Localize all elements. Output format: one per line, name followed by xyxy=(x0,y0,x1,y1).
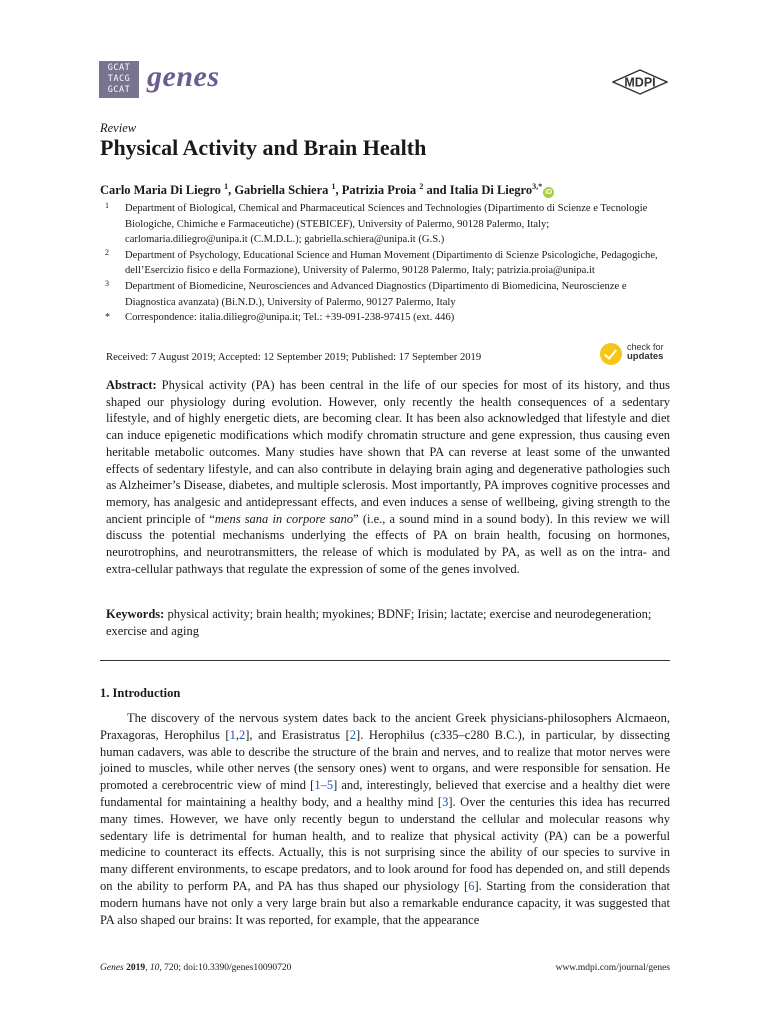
check-icon xyxy=(600,343,622,365)
correspondence-text[interactable]: Correspondence: italia.diliegro@unipa.it; Tel.: +39-091-238-97415 (ext. 446) xyxy=(125,312,455,324)
logo-line: GCAT xyxy=(107,85,131,95)
article-type: Review xyxy=(100,121,137,135)
footer-journal: Genes xyxy=(100,963,124,973)
affiliation-text: Department of Biological, Chemical and Pharmaceutical Sciences and Technologies (Dipartimento di Scienze e Tecnologie Biologiche, Chimiche e Farmaceutiche) (STEBICEF), University of Palermo, 90128 Palermo, Italy; carlomaria.diliegro@unipa.it (C.M.D.L.); gabriella.schiera@unipa.it (G.S.) xyxy=(125,203,648,246)
abstract-text: ” (i.e., a sound mind in a sound body). In this review we will discuss the potential mechanisms underlying the effects of PA on brain health, focusing on hormones, neurotrophins, and neurotransmitters, the release of which is modulated by PA, as well as on the intra- and extra-cellular pathways that regulate the expression of some of the genes involved. xyxy=(106,511,670,576)
author-name[interactable]: Carlo Maria Di Liegro xyxy=(100,183,221,197)
abstract-text: Physical activity (PA) has been central in the life of our species for most of its history, and thus shaped our physiology during evolution. However, only recently the health consequences of a sedentary lifestyle, and of highly energetic diets, are becoming clear. It has been also acknowledged that lifestyle and diet can induce epigenetic modifications which modify chromatin structure and gene expression, thus causing even heritable metabolic outcomes. Many studies have shown that PA can reverse at least some of the unwanted effects of sedentary lifestyle, and can also contribute in delaying brain aging and degenerative pathologies such as Alzheimer’s Disease, diabetes, and multiple sclerosis. Most importantly, PA improves cognitive processes and memory, has analgesic and antidepressant effects, and even induces a sense of wellbeing, giving strength to the ancient principle of “ xyxy=(106,378,671,526)
publication-dates: Received: 7 August 2019; Accepted: 12 September 2019; Published: 17 September 2019 xyxy=(106,352,482,363)
mdpi-logo-text: MDPI xyxy=(624,75,656,90)
citation-link[interactable]: 3 xyxy=(442,794,449,809)
logo-line: TACG xyxy=(107,74,131,84)
logo-line: GCAT xyxy=(107,63,131,73)
citation-link[interactable]: 6 xyxy=(468,878,475,893)
citation-link[interactable]: 2 xyxy=(238,727,246,742)
affiliation-text: Department of Biomedicine, Neurosciences and Advanced Diagnostics (Dipartimento di Biomedicina, Neuroscienze e Diagnostica avanzata) (Bi.N.D.), University of Palermo, 90127 Palermo, Italy xyxy=(125,280,627,308)
affiliation-number: 3 xyxy=(105,278,109,288)
affiliation-item xyxy=(100,201,670,248)
author-list: Carlo Maria Di Liegro $^1$, Gabriella Schiera $^1$, Patrizia Proia $^2$ and Italia Di Liegro$^{3,*}$iD xyxy=(100,182,553,197)
keywords-text: physical activity; brain health; myokines; BDNF; Irisin; lactate; exercise and neurodegeneration; exercise and aging xyxy=(106,607,652,638)
affiliation-marker: 1 xyxy=(331,182,336,191)
affiliations xyxy=(100,201,670,326)
author-name[interactable]: Patrizia Proia xyxy=(341,183,417,197)
abstract xyxy=(106,377,670,577)
footer-separator: , xyxy=(145,963,148,973)
affiliation-marker: 1 xyxy=(224,182,229,191)
body-text: ] and, interestingly, believed that exercise and a healthy diet were fundamental for maintaining a healthy body, and a healthy mind [ xyxy=(100,778,670,809)
body-text: , xyxy=(235,727,239,742)
keywords xyxy=(106,606,670,639)
keywords-label: Keywords: xyxy=(106,607,165,621)
check-updates-line1: check for xyxy=(627,342,664,352)
footer-doi: , 720; doi:10.3390/genes10090720 xyxy=(159,963,292,973)
footer-url[interactable]: www.mdpi.com/journal/genes xyxy=(555,963,670,973)
journal-name: genes xyxy=(147,60,220,93)
body-text: ]. Over the centuries this idea has recurred many times. However, we have only recently begun to understand the cellular and molecular reasons why sedentary life is detrimental for human health, and to realize that physical activity (PA) can be a powerful medicine to counteract its effects. Actually, this is not surprising since the ability of our species to survive in many different environments, to escape predators, and to look around for food has depended on, and still depends on the ability to perform PA, and PA has thus shaped our physiology [ xyxy=(100,794,670,893)
author-name[interactable]: Italia Di Liegro xyxy=(449,183,533,197)
affiliation-marker: 2 xyxy=(419,182,424,191)
body-text: ]. Herophilus (c335–c280 B.C.), in particular, by dissecting human cadavers, was able to describe the structure of the brain and nerves, and to realize that motor nerves were joined to muscles, while other nerves (the sensory ones) went to organs, and were responsible for sensation. He promoted a cerebrocentric view of mind [ xyxy=(100,727,670,793)
footer-volume: 10 xyxy=(149,963,160,973)
author-conjunction: and xyxy=(426,183,447,197)
abstract-label: Abstract: xyxy=(106,378,157,392)
abstract-latin-phrase: mens sana in corpore sano xyxy=(214,511,354,526)
affiliation-number: 1 xyxy=(105,201,109,210)
body-text: The discovery of the nervous system dates back to the ancient Greek physicians-philosophers Alcmaeon, Praxagoras, Herophilus [ xyxy=(100,711,670,742)
footer-citation xyxy=(100,963,291,973)
section-divider xyxy=(100,660,670,661)
body-text: ], and Erasistratus [ xyxy=(245,727,350,742)
mdpi-logo-mark xyxy=(612,69,668,95)
affiliation-item xyxy=(100,279,670,310)
section-heading: 1. Introduction xyxy=(100,686,181,700)
orcid-icon[interactable]: iD xyxy=(545,189,553,196)
citation-link[interactable]: 1–5 xyxy=(314,778,334,793)
citation-link[interactable]: 1 xyxy=(229,727,236,742)
affiliation-marker: 3,* xyxy=(532,182,543,191)
article-title: Physical Activity and Brain Health xyxy=(100,135,427,160)
check-updates-line2: updates xyxy=(627,351,664,362)
correspondence xyxy=(100,310,670,326)
journal-logo xyxy=(99,61,139,98)
body-text: ]. Starting from the consideration that modern humans have not only a very large brain but also a remarkable endurance capacity, it was suggested that PA also shaped our brains: It was reported, for example, that the appearance xyxy=(100,878,671,927)
affiliation-text: Department of Psychology, Educational Science and Human Movement (Dipartimento di Scienze Psicologiche, Pedagogiche, dell’Esercizio fisico e della Formazione), University of Palermo, 90128 Palermo, Italy; patrizia.proia@unipa.it xyxy=(125,249,658,277)
citation-link[interactable]: 2 xyxy=(349,727,357,742)
author-name[interactable]: Gabriella Schiera xyxy=(234,183,329,197)
affiliation-item xyxy=(100,248,670,279)
correspondence-marker: * xyxy=(105,312,110,324)
introduction-paragraph xyxy=(100,710,670,928)
mdpi-logo xyxy=(612,69,668,95)
affiliation-number: 2 xyxy=(105,247,109,257)
check-for-updates-badge[interactable] xyxy=(600,341,672,369)
footer-year: 2019 xyxy=(126,963,146,973)
